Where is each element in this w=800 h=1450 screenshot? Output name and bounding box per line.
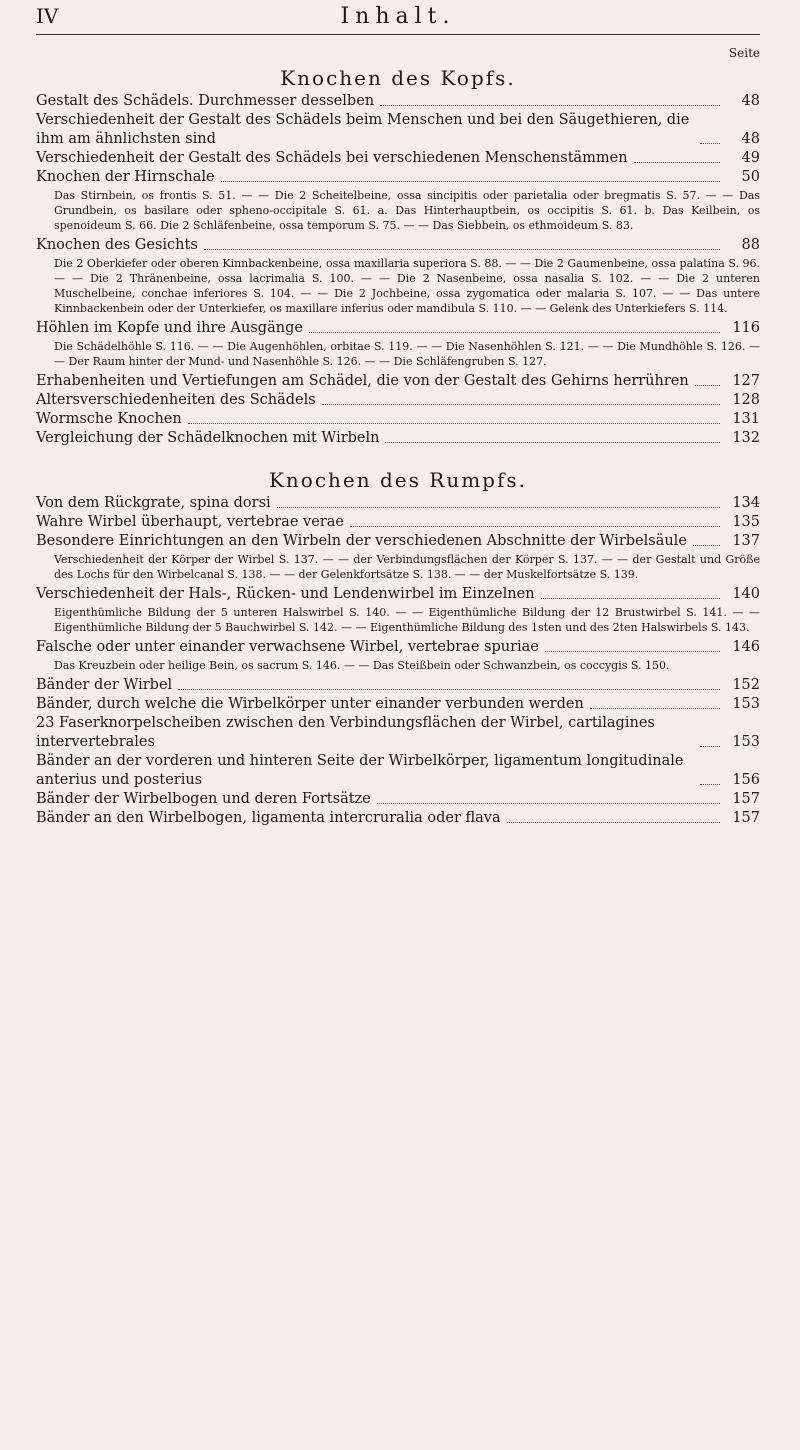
toc-entry-title: Von dem Rückgrate, spina dorsi bbox=[36, 495, 271, 511]
dot-leader bbox=[634, 162, 720, 163]
book-page bbox=[36, 0, 760, 1450]
toc-subentries: Die 2 Oberkiefer oder oberen Kinnbackenbeine, ossa maxillaria superiora S. 88. — — Die 2 Gaumenbeine, ossa palatina S. 96. — — Die 2 Thränenbeine, ossa lacrimalia S. 100. — — Die 2 Nasenbeine, ossa nasalia S. 102. — — Die 2 unteren Muschelbeine, conchae inferiores S. 104. — — Die 2 Jochbeine, ossa zygomatica oder malaria S. 107. — — Das untere Kinnbackenbein oder der Unterkiefer, os maxillare inferius oder mandibula S. 110. — — Gelenk des Unterkiefers S. 114. bbox=[54, 257, 760, 315]
toc-entry bbox=[36, 638, 760, 657]
dot-leader bbox=[204, 249, 720, 250]
toc-entry bbox=[36, 168, 760, 187]
toc-entry-title: Vergleichung der Schädelknochen mit Wirbeln bbox=[36, 430, 380, 446]
dot-leader bbox=[541, 598, 720, 599]
toc-page-number: 48 bbox=[741, 93, 760, 109]
toc-page-number: 88 bbox=[741, 237, 760, 253]
dot-leader bbox=[590, 708, 720, 709]
dot-leader bbox=[322, 404, 720, 405]
dot-leader bbox=[700, 784, 720, 785]
toc-entry-title: Gestalt des Schädels. Durchmesser desselben bbox=[36, 93, 375, 109]
toc-page-number: 153 bbox=[732, 734, 760, 750]
dot-leader bbox=[380, 105, 720, 106]
running-title: Inhalt. bbox=[340, 4, 456, 29]
toc-entry bbox=[36, 752, 760, 790]
toc-entry bbox=[36, 319, 760, 338]
toc-entry-title: 23 Faserknorpelscheiben zwischen den Verbindungsflächen der Wirbel, cartilagines intervertebrales bbox=[36, 715, 655, 750]
toc-entry-title: Knochen des Gesichts bbox=[36, 237, 198, 253]
toc-entry-title: Falsche oder unter einander verwachsene Wirbel, vertebrae spuriae bbox=[36, 639, 539, 655]
toc-entry bbox=[36, 532, 760, 551]
toc-entry-title: Bänder, durch welche die Wirbelkörper unter einander verbunden werden bbox=[36, 696, 584, 712]
toc-entry bbox=[36, 429, 760, 448]
toc-entry bbox=[36, 585, 760, 604]
toc-entry-title: Besondere Einrichtungen an den Wirbeln der verschiedenen Abschnitte der Wirbelsäule bbox=[36, 533, 687, 549]
toc-page-number: 152 bbox=[732, 677, 760, 693]
toc-subentries: Das Kreuzbein oder heilige Bein, os sacrum S. 146. — — Das Steißbein oder Schwanzbein, os coccygis S. 150. bbox=[54, 659, 670, 672]
toc-entry bbox=[36, 92, 760, 111]
toc-page-number: 157 bbox=[732, 791, 760, 807]
dot-leader bbox=[188, 423, 720, 424]
toc-page-number: 156 bbox=[732, 772, 760, 788]
toc-entry bbox=[36, 790, 760, 809]
toc-page-number: 50 bbox=[741, 169, 760, 185]
toc-entry bbox=[36, 410, 760, 429]
toc-page-number: 134 bbox=[732, 495, 760, 511]
dot-leader bbox=[545, 651, 720, 652]
dot-leader bbox=[350, 526, 720, 527]
table-of-contents bbox=[36, 46, 760, 828]
dot-leader bbox=[507, 822, 720, 823]
toc-entry-title: Höhlen im Kopfe und ihre Ausgänge bbox=[36, 320, 303, 336]
toc-subentries: Verschiedenheit der Körper der Wirbel S. 137. — — der Verbindungsflächen der Körper S. 137. — — der Gestalt und Größe des Lochs für den Wirbelcanal S. 138. — — der Gelenkfortsätze S. 138. — — der Muskelfortsätze S. 139. bbox=[54, 553, 760, 581]
toc-entry-title: Bänder der Wirbelbogen und deren Fortsätze bbox=[36, 791, 371, 807]
toc-entry bbox=[36, 695, 760, 714]
toc-entry-title: Bänder an der vorderen und hinteren Seite der Wirbelkörper, ligamentum longitudinale anterius und posterius bbox=[36, 753, 684, 788]
toc-page-number: 48 bbox=[741, 131, 760, 147]
section-title: Knochen des Kopfs. bbox=[280, 66, 516, 90]
toc-entry bbox=[36, 372, 760, 391]
toc-page-number: 128 bbox=[732, 392, 760, 408]
toc-page-number: 140 bbox=[732, 586, 760, 602]
toc-entry bbox=[36, 714, 760, 752]
dot-leader bbox=[695, 385, 720, 386]
toc-entry-title: Verschiedenheit der Gestalt des Schädels bei verschiedenen Menschenstämmen bbox=[36, 150, 628, 166]
dot-leader bbox=[178, 689, 720, 690]
dot-leader bbox=[309, 332, 720, 333]
page-column-label: Seite bbox=[728, 46, 760, 60]
toc-entry bbox=[36, 513, 760, 532]
dot-leader bbox=[693, 545, 720, 546]
toc-entry-title: Bänder der Wirbel bbox=[36, 677, 173, 693]
toc-entry-title: Wormsche Knochen bbox=[36, 411, 182, 427]
dot-leader bbox=[221, 181, 720, 182]
toc-page-number: 137 bbox=[732, 533, 760, 549]
page-number: IV bbox=[36, 4, 59, 28]
toc-page-number: 127 bbox=[732, 373, 760, 389]
toc-page-number: 132 bbox=[732, 430, 760, 446]
toc-page-number: 131 bbox=[732, 411, 760, 427]
dot-leader bbox=[277, 507, 720, 508]
toc-entry-title: Bänder an den Wirbelbogen, ligamenta intercruralia oder flava bbox=[36, 810, 501, 826]
toc-entry-title: Verschiedenheit der Hals-, Rücken- und Lendenwirbel im Einzelnen bbox=[36, 586, 535, 602]
toc-entry bbox=[36, 236, 760, 255]
toc-page-number: 153 bbox=[732, 696, 760, 712]
toc-page-number: 49 bbox=[741, 150, 760, 166]
toc-subentries: Eigenthümliche Bildung der 5 unteren Halswirbel S. 140. — — Eigenthümliche Bildung der 12 Brustwirbel S. 141. — — Eigenthümliche Bildung der 5 Bauchwirbel S. 142. — — Eigenthümliche Bildung des 1sten und des 2ten Halswirbels S. 143. bbox=[54, 606, 760, 634]
toc-entry bbox=[36, 111, 760, 149]
dot-leader bbox=[377, 803, 720, 804]
toc-entry-title: Wahre Wirbel überhaupt, vertebrae verae bbox=[36, 514, 344, 530]
toc-subentries: Das Stirnbein, os frontis S. 51. — — Die 2 Scheitelbeine, ossa sincipitis oder parietalia oder bregmatis S. 57. — — Das Grundbein, os basilare oder spheno-occipitale S. 61. a. Das Hinterhauptbein, os occipitis S. 61. b. Das Keilbein, os spenoideum S. 66. Die 2 Schläfenbeine, ossa temporum S. 75. — — Das Siebbein, os ethmoideum S. 83. bbox=[54, 189, 760, 232]
toc-entry-title: Altersverschiedenheiten des Schädels bbox=[36, 392, 316, 408]
dot-leader bbox=[385, 442, 720, 443]
dot-leader bbox=[700, 746, 720, 747]
toc-page-number: 157 bbox=[732, 810, 760, 826]
toc-entry-title: Erhabenheiten und Vertiefungen am Schädel, die von der Gestalt des Gehirns herrühren bbox=[36, 373, 689, 389]
dot-leader bbox=[700, 143, 720, 144]
toc-entry-title: Knochen der Hirnschale bbox=[36, 169, 215, 185]
toc-entry bbox=[36, 809, 760, 828]
section-spacer bbox=[36, 448, 760, 462]
toc-entry bbox=[36, 494, 760, 513]
section-title: Knochen des Rumpfs. bbox=[268, 468, 527, 492]
toc-entry bbox=[36, 149, 760, 168]
toc-entry bbox=[36, 391, 760, 410]
toc-entry-title: Verschiedenheit der Gestalt des Schädels beim Menschen und bei den Säugethieren, die ihm am ähnlichsten sind bbox=[36, 112, 690, 147]
running-header bbox=[36, 4, 760, 38]
toc-subentries: Die Schädelhöhle S. 116. — — Die Augenhöhlen, orbitae S. 119. — — Die Nasenhöhlen S. 121. — — Die Mundhöhle S. 126. — — Der Raum hinter der Mund- und Nasenhöhle S. 126. — — Die Schläfengruben S. 127. bbox=[54, 340, 760, 368]
toc-page-number: 135 bbox=[732, 514, 760, 530]
toc-page-number: 116 bbox=[732, 320, 760, 336]
header-rule bbox=[36, 34, 760, 35]
toc-page-number: 146 bbox=[732, 639, 760, 655]
toc-entry bbox=[36, 676, 760, 695]
